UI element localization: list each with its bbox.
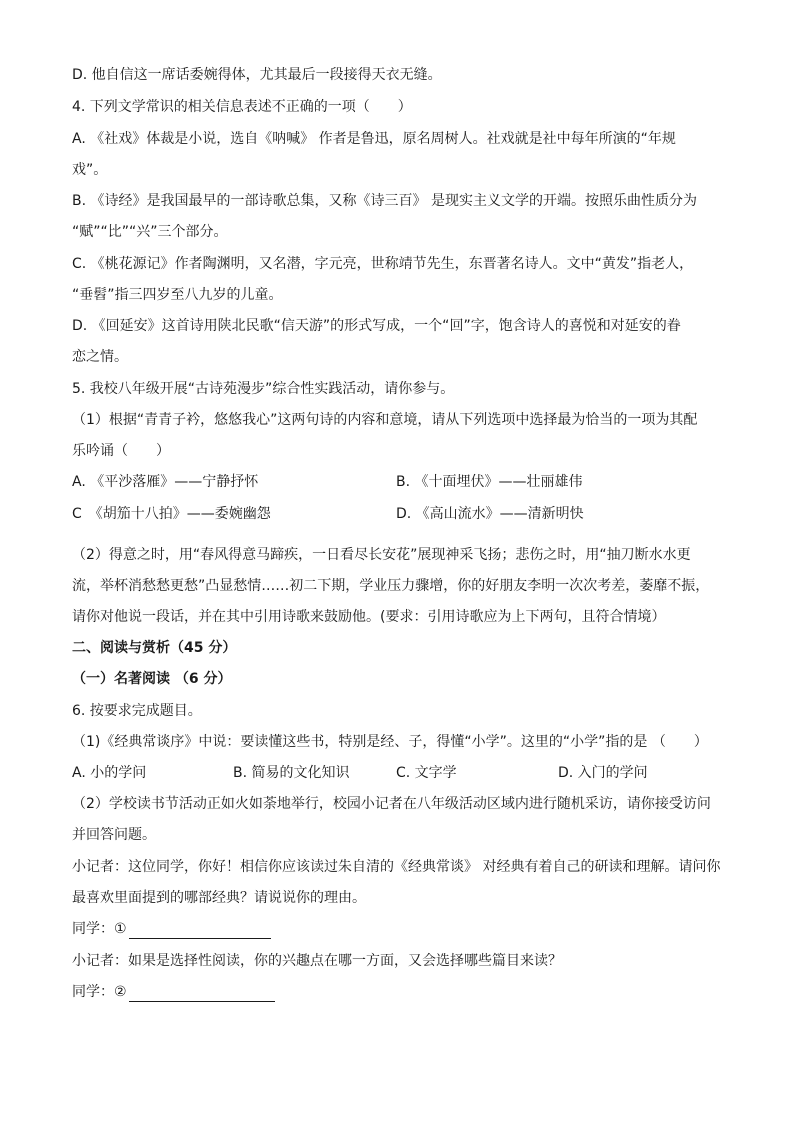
- subsection-heading: （一）名著阅读 （6 分）: [72, 671, 232, 687]
- q6-option-c: C. 文字学: [396, 765, 457, 781]
- q5-part1-line1: （1）根据“青青子衿，悠悠我心”这两句诗的内容和意境，请从下列选项中选择最为恰当的一项为其配: [72, 412, 698, 428]
- q5-option-d: D. 《高山流水》——清新明快: [396, 506, 584, 522]
- q5-part1-line2: 乐吟诵（ ）: [72, 443, 170, 459]
- q4-option-c-line2: “垂髫”指三四岁至八九岁的儿童。: [72, 287, 283, 303]
- student-answer1-row: [72, 919, 271, 939]
- q6-part1: （1)《经典常谈序》中说：要读懂这些书，特别是经、子，得懂“小学”。这里的“小学”指的是 （ ）: [72, 734, 708, 750]
- q4-option-a-line1: A. 《社戏》体裁是小说，选自《呐喊》 作者是鲁迅，原名周树人。社戏就是社中每年所演的“年规: [72, 131, 676, 147]
- q4-option-d-line2: 恋之情。: [72, 349, 128, 365]
- reporter-question2: 小记者：如果是选择性阅读，你的兴趣点在哪一方面，又会选择哪些篇目来读？: [72, 953, 562, 969]
- q4-option-c-line1: C. 《桃花源记》作者陶渊明，又名潜，字元亮，世称靖节先生，东晋著名诗人。文中“黄发”指老人，: [72, 256, 694, 272]
- q4-stem: 4. 下列文学常识的相关信息表述不正确的一项（ ）: [72, 99, 412, 115]
- section-heading: 二、阅读与赏析（45 分）: [72, 640, 237, 656]
- q6-option-d: D. 入门的学问: [558, 765, 648, 781]
- q5-part2-line3: 请你对他说一段话，并在其中引用诗歌来鼓励他。(要求：引用诗歌应为上下两句，且符合情境）: [72, 609, 666, 625]
- q6-option-b: B. 简易的文化知识: [233, 765, 350, 781]
- reporter-question1-line2: 最喜欢里面提到的哪部经典？请说说你的理由。: [72, 890, 366, 906]
- q4-option-b-line1: B. 《诗经》是我国最早的一部诗歌总集，又称《诗三百》 是现实主义文学的开端。按照乐曲性质分为: [72, 193, 697, 209]
- q5-part2-line2: 流，举杯消愁愁更愁”凸显愁情……初二下期，学业压力骤增，你的好朋友李明一次次考差，萎靡不振，: [72, 578, 710, 594]
- q3-option-d: D. 他自信这一席话委婉得体，尤其最后一段接得天衣无缝。: [72, 67, 442, 83]
- answer-blank-2[interactable]: [129, 985, 275, 1002]
- q6-part2-line1: （2）学校读书节活动正如火如荼地举行，校园小记者在八年级活动区域内进行随机采访，请你接受访问: [72, 796, 711, 812]
- q5-option-a: A. 《平沙落雁》——宁静抒怀: [72, 474, 259, 490]
- q4-option-d-line1: D. 《回延安》这首诗用陕北民歌“信天游”的形式写成，一个“回”字，饱含诗人的喜悦和对延安的眷: [72, 318, 681, 334]
- answer-blank-1[interactable]: [129, 922, 271, 939]
- q5-option-b: B. 《十面埋伏》——壮丽雄伟: [396, 474, 583, 490]
- q4-option-b-line2: “赋”“比”“兴”三个部分。: [72, 224, 228, 240]
- q6-stem: 6. 按要求完成题目。: [72, 703, 202, 719]
- q6-option-a: A. 小的学问: [72, 765, 147, 781]
- student-answer2-label: 同学：②: [72, 984, 127, 1000]
- q6-part2-line2: 并回答问题。: [72, 827, 156, 843]
- q5-stem: 5. 我校八年级开展“古诗苑漫步”综合性实践活动，请你参与。: [72, 381, 455, 397]
- student-answer1-label: 同学：①: [72, 921, 127, 937]
- student-answer2-row: [72, 982, 275, 1002]
- reporter-question1-line1: 小记者：这位同学，你好！相信你应该读过朱自清的《经典常谈》 对经典有着自己的研读和理解。请问你: [72, 859, 721, 875]
- q5-part2-line1: （2）得意之时，用“春风得意马蹄疾，一日看尽长安花”展现神采飞扬；悲伤之时，用“抽刀断水水更: [72, 547, 691, 563]
- q4-option-a-line2: 戏”。: [72, 162, 108, 178]
- q5-option-c: C 《胡笳十八拍》——委婉幽怨: [72, 506, 271, 522]
